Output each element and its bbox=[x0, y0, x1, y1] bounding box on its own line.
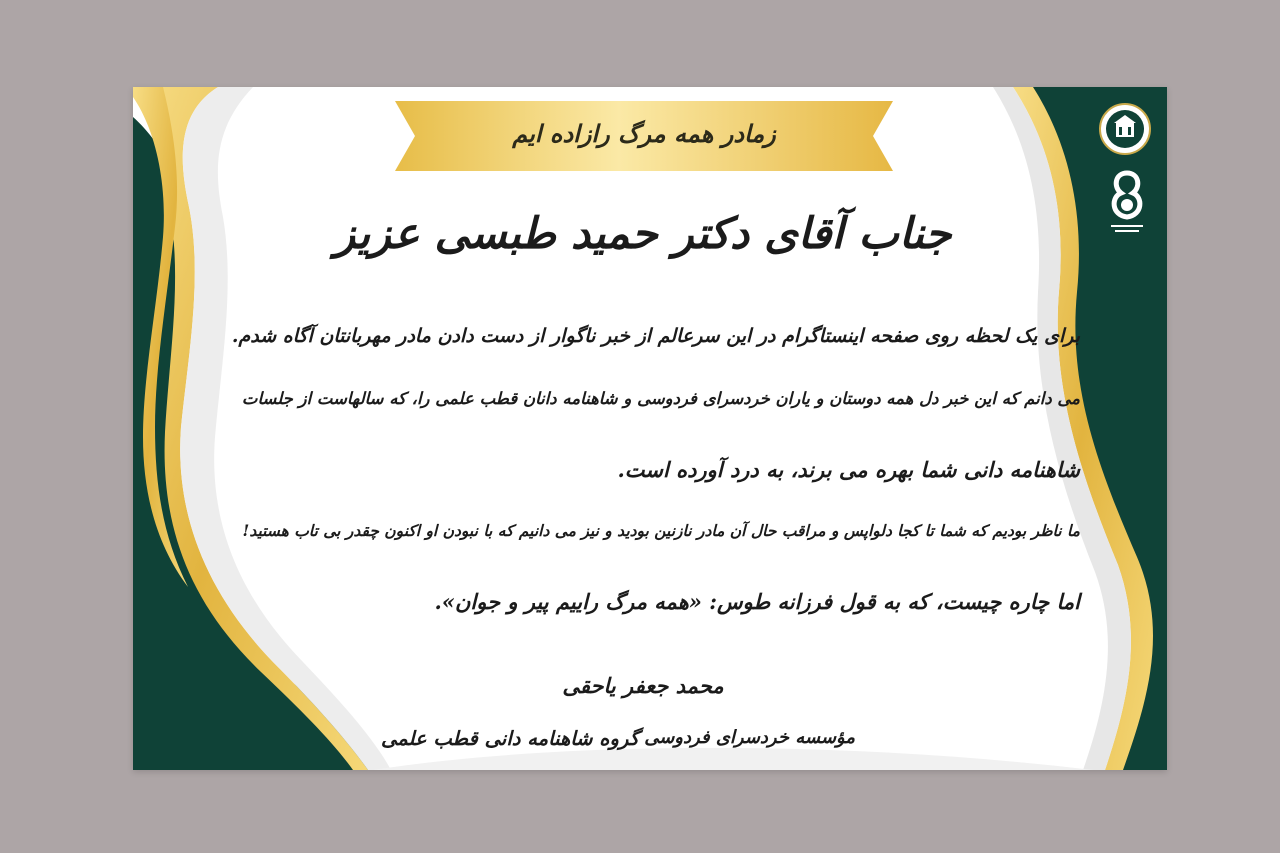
condolence-card bbox=[133, 87, 1167, 770]
header-ribbon bbox=[395, 101, 893, 171]
message-line-1: برای یک لحظه روی صفحه اینستاگرام در این سرعالم از خبر ناگوار از دست دادن مادر مهربانتان آگاه شدم. bbox=[231, 325, 1080, 347]
green-swirl-logo-icon bbox=[1107, 167, 1147, 237]
message-line-3: شاهنامه دانی شما بهره می برند، به درد آورده است. bbox=[617, 457, 1080, 482]
card-decorative-background bbox=[133, 87, 1167, 770]
message-line-2: می دانم که این خبر دل همه دوستان و یاران خردسرای فردوسی و شاهنامه دانان قطب علمی را، که سالهاست از جلسات bbox=[241, 389, 1080, 408]
message-line-4: ما ناظر بودیم که شما تا کجا دلواپس و مراقب حال آن مادر نازنین بودید و نیز می دانیم که با نبودن او اکنون چقدر بی تاب هستید! bbox=[242, 521, 1080, 540]
signer-name: محمد جعفر یاحقی bbox=[562, 673, 724, 698]
ribbon-text: زمادر همه مرگ رازاده ایم bbox=[512, 119, 776, 148]
signer-organization-1: مؤسسه خردسرای فردوسی bbox=[644, 727, 855, 748]
message-line-5: اما چاره چیست، که به قول فرزانه طوس: «همه مرگ راییم پیر و جوان». bbox=[434, 589, 1080, 614]
signer-organization-2: گروه شاهنامه دانی قطب علمی bbox=[381, 727, 639, 750]
recipient-title: جناب آقای دکتر حمید طبسی عزیز bbox=[334, 209, 952, 259]
monument-emblem-icon bbox=[1099, 103, 1151, 155]
